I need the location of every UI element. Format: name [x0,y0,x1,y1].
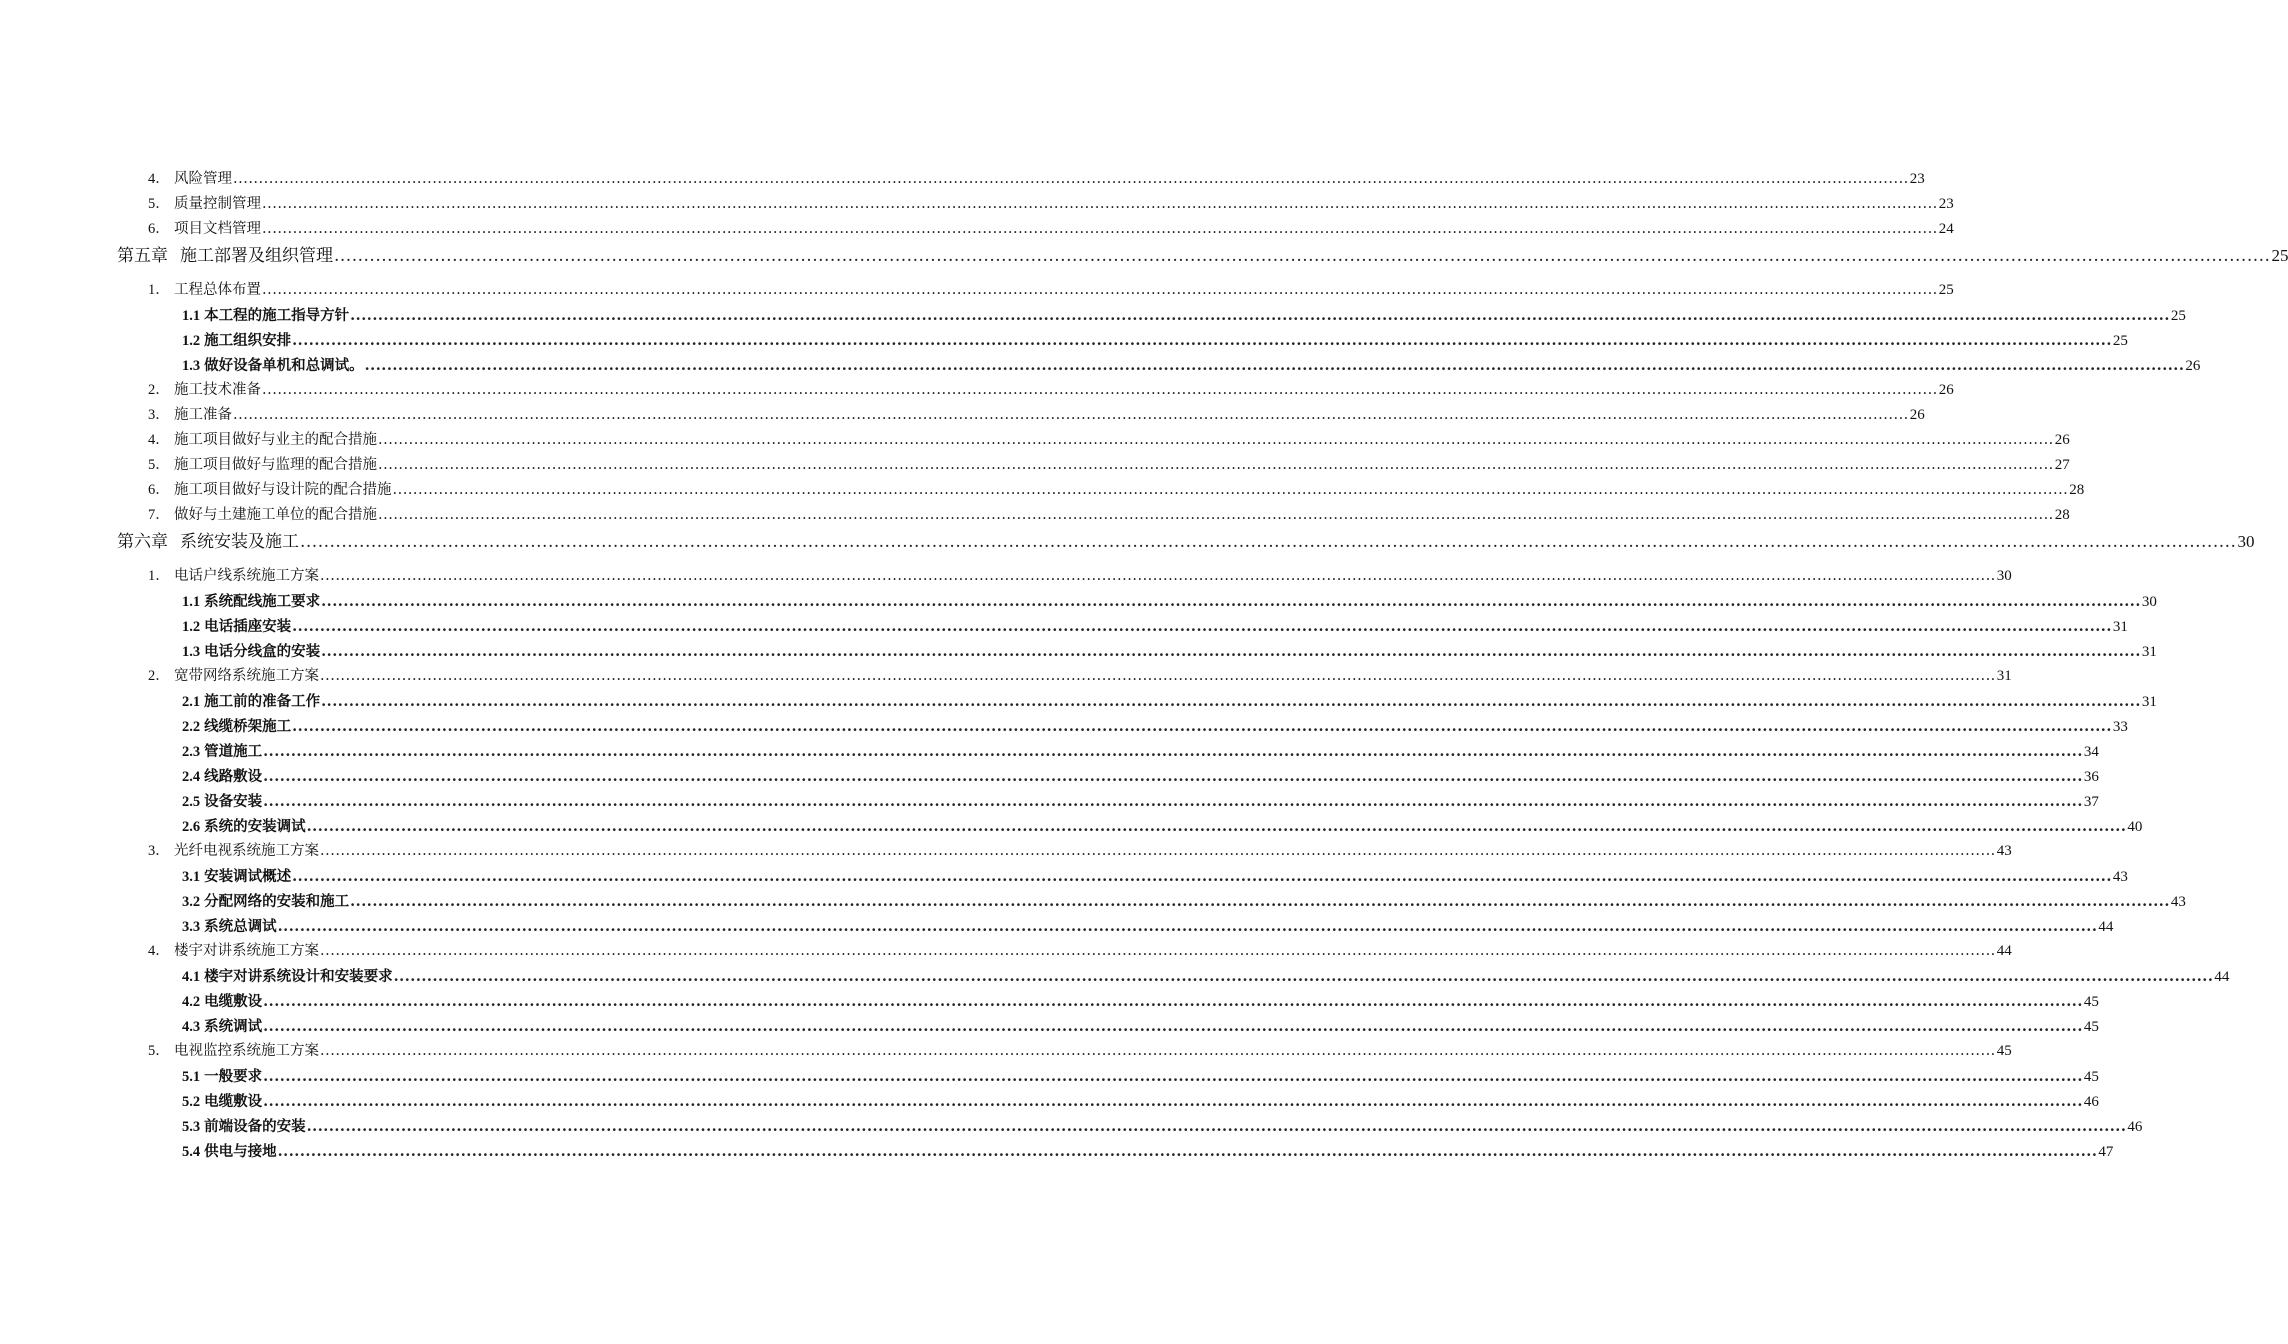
toc-page-number: 43 [2170,894,2186,910]
toc-page-number: 46 [2127,1119,2143,1135]
toc-section-entry[interactable] [0,217,1954,242]
toc-chapter-entry[interactable] [0,528,2255,564]
toc-dot-leader [233,403,1909,428]
toc-entry-number: 2． [148,668,170,684]
toc-page-number: 26 [2185,358,2201,374]
toc-entry-number: 7． [148,507,170,523]
toc-entry-title: 做好与土建施工单位的配合措施 [174,507,377,523]
toc-page-number: 25 [2112,333,2128,349]
toc-dot-leader [262,378,1938,403]
toc-entry-title: 电缆敷设 [204,1093,263,1110]
toc-section-entry[interactable] [0,478,2085,503]
toc-page-number: 30 [2141,594,2157,610]
toc-page-number: 28 [2054,507,2070,523]
toc-entry-title: 系统调试 [204,1018,263,1035]
toc-entry-title: 设备安装 [204,793,263,810]
toc-entry-number: 4.2 [182,994,201,1010]
toc-dot-leader [292,714,2112,739]
toc-subsection-entry[interactable] [0,353,2201,378]
toc-chapter-entry[interactable] [0,242,2288,278]
toc-subsection-entry[interactable] [0,814,2143,839]
toc-entry-title: 电话插座安装 [204,618,292,635]
toc-entry-title: 施工项目做好与设计院的配合措施 [174,482,392,498]
toc-section-entry[interactable] [0,1039,2012,1064]
toc-entry-number: 3． [148,407,170,423]
table-of-contents [0,167,2288,1164]
toc-page-number: 26 [2054,432,2070,448]
toc-page-number: 28 [2069,482,2085,498]
toc-dot-leader [321,639,2141,664]
toc-section-entry[interactable] [0,453,2070,478]
toc-entry-number: 5.4 [182,1144,201,1160]
toc-dot-leader [263,764,2083,789]
toc-entry-number: 5.2 [182,1094,201,1110]
toc-dot-leader [262,278,1938,303]
toc-section-entry[interactable] [0,278,1954,303]
toc-entry-number: 5.1 [182,1069,201,1085]
toc-entry-number: 1.2 [182,333,201,349]
toc-subsection-entry[interactable] [0,639,2157,664]
toc-entry-number: 4． [148,171,170,187]
toc-page-number: 34 [2083,744,2099,760]
toc-entry-title: 工程总体布置 [174,282,261,298]
toc-entry-title: 施工项目做好与业主的配合措施 [174,432,377,448]
toc-page-number: 45 [2083,1019,2099,1035]
toc-dot-leader [278,914,2098,939]
toc-page-number: 25 [1938,282,1954,298]
toc-subsection-entry[interactable] [0,714,2128,739]
toc-section-entry[interactable] [0,378,1954,403]
toc-entry-title: 前端设备的安装 [204,1118,306,1135]
toc-subsection-entry[interactable] [0,1089,2099,1114]
toc-entry-title: 施工部署及组织管理 [180,246,333,266]
toc-dot-leader [278,1139,2098,1164]
toc-section-entry[interactable] [0,839,2012,864]
toc-page-number: 23 [1938,196,1954,212]
toc-entry-title: 管道施工 [204,743,263,760]
toc-entry-title: 系统配线施工要求 [204,593,321,610]
toc-page-number: 45 [2083,1069,2099,1085]
toc-dot-leader [378,428,2054,453]
toc-dot-leader [307,1114,2127,1139]
toc-page-number: 23 [1909,171,1925,187]
toc-entry-title: 电视监控系统施工方案 [174,1043,319,1059]
toc-entry-title: 安装调试概述 [204,868,292,885]
toc-page-number: 31 [2112,619,2128,635]
toc-entry-title: 宽带网络系统施工方案 [174,668,319,684]
toc-entry-title: 一般要求 [204,1068,263,1085]
toc-entry-title: 供电与接地 [204,1143,277,1160]
toc-dot-leader [320,839,1996,864]
toc-entry-number: 2.1 [182,694,201,710]
toc-entry-number: 3.1 [182,869,201,885]
toc-subsection-entry[interactable] [0,589,2157,614]
toc-entry-title: 本工程的施工指导方针 [204,307,350,324]
toc-section-entry[interactable] [0,167,1925,192]
toc-dot-leader [300,528,2236,556]
toc-dot-leader [263,1014,2083,1039]
toc-entry-number: 1.1 [182,308,201,324]
toc-page-number: 26 [1909,407,1925,423]
toc-dot-leader [321,589,2141,614]
toc-entry-number: 2． [148,382,170,398]
toc-entry-title: 电话分线盒的安装 [204,643,321,660]
toc-section-entry[interactable] [0,564,2012,589]
toc-entry-title: 施工准备 [174,407,232,423]
toc-entry-number: 6． [148,221,170,237]
toc-dot-leader [263,739,2083,764]
toc-entry-number: 1.1 [182,594,201,610]
toc-entry-title: 做好设备单机和总调试。 [204,357,364,374]
toc-entry-number: 1.2 [182,619,201,635]
toc-dot-leader [365,353,2185,378]
toc-entry-number: 5． [148,1043,170,1059]
toc-dot-leader [262,192,1938,217]
toc-entry-number: 4． [148,943,170,959]
toc-dot-leader [334,242,2270,270]
toc-page-number: 43 [1996,843,2012,859]
toc-page-number: 30 [2237,532,2255,551]
toc-dot-leader [263,989,2083,1014]
toc-page-number: 45 [1996,1043,2012,1059]
toc-entry-number: 5． [148,457,170,473]
toc-page-number: 43 [2112,869,2128,885]
toc-subsection-entry[interactable] [0,303,2186,328]
toc-dot-leader [320,939,1996,964]
toc-page-number: 27 [2054,457,2070,473]
toc-page-number: 37 [2083,794,2099,810]
toc-entry-number: 1． [148,568,170,584]
toc-dot-leader [292,864,2112,889]
toc-entry-number: 2.6 [182,819,201,835]
toc-subsection-entry[interactable] [0,789,2099,814]
toc-entry-title: 施工项目做好与监理的配合措施 [174,457,377,473]
toc-page-number: 31 [2141,694,2157,710]
toc-entry-number: 2.2 [182,719,201,735]
toc-entry-number: 3.3 [182,919,201,935]
toc-subsection-entry[interactable] [0,689,2157,714]
toc-entry-number: 4.3 [182,1019,201,1035]
toc-page-number: 36 [2083,769,2099,785]
toc-subsection-entry[interactable] [0,739,2099,764]
toc-entry-number: 4.1 [182,969,201,985]
toc-entry-number: 2.4 [182,769,201,785]
toc-entry-number: 2.3 [182,744,201,760]
toc-page-number: 31 [1996,668,2012,684]
toc-entry-number: 1． [148,282,170,298]
toc-dot-leader [320,664,1996,689]
toc-entry-title: 系统总调试 [204,918,277,935]
toc-entry-title: 施工技术准备 [174,382,261,398]
toc-page-number: 44 [2098,919,2114,935]
toc-entry-title: 质量控制管理 [174,196,261,212]
toc-dot-leader [263,1064,2083,1089]
toc-subsection-entry[interactable] [0,889,2186,914]
toc-dot-leader [292,328,2112,353]
toc-page-number: 44 [1996,943,2012,959]
toc-section-entry[interactable] [0,403,1925,428]
toc-dot-leader [394,964,2214,989]
toc-section-entry[interactable] [0,503,2070,528]
toc-entry-number: 第六章 [117,532,168,552]
toc-page-number: 30 [1996,568,2012,584]
toc-entry-number: 5． [148,196,170,212]
toc-dot-leader [320,564,1996,589]
toc-subsection-entry[interactable] [0,964,2230,989]
toc-entry-title: 施工前的准备工作 [204,693,321,710]
toc-entry-number: 2.5 [182,794,201,810]
toc-entry-number: 5.3 [182,1119,201,1135]
toc-dot-leader [321,689,2141,714]
toc-dot-leader [378,453,2054,478]
toc-page-number: 44 [2214,969,2230,985]
toc-entry-title: 楼宇对讲系统施工方案 [174,943,319,959]
toc-subsection-entry[interactable] [0,989,2099,1014]
toc-section-entry[interactable] [0,428,2070,453]
toc-entry-title: 电话户线系统施工方案 [174,568,319,584]
toc-dot-leader [262,217,1938,242]
toc-page-number: 24 [1938,221,1954,237]
toc-entry-number: 1.3 [182,358,201,374]
toc-subsection-entry[interactable] [0,864,2128,889]
toc-page-number: 40 [2127,819,2143,835]
toc-dot-leader [292,614,2112,639]
toc-entry-number: 3.2 [182,894,201,910]
toc-page-number: 26 [1938,382,1954,398]
toc-entry-number: 第五章 [117,246,168,266]
toc-dot-leader [378,503,2054,528]
toc-entry-title: 分配网络的安装和施工 [204,893,350,910]
toc-page-number: 31 [2141,644,2157,660]
toc-subsection-entry[interactable] [0,614,2128,639]
toc-entry-title: 线缆桥架施工 [204,718,292,735]
toc-dot-leader [233,167,1909,192]
toc-entry-number: 1.3 [182,644,201,660]
toc-subsection-entry[interactable] [0,764,2099,789]
toc-page-number: 45 [2083,994,2099,1010]
toc-page-number: 33 [2112,719,2128,735]
toc-subsection-entry[interactable] [0,1014,2099,1039]
toc-entry-title: 系统安装及施工 [180,532,299,552]
toc-entry-title: 光纤电视系统施工方案 [174,843,319,859]
toc-dot-leader [307,814,2127,839]
toc-entry-title: 项目文档管理 [174,221,261,237]
toc-entry-title: 施工组织安排 [204,332,292,349]
toc-dot-leader [350,889,2170,914]
toc-section-entry[interactable] [0,664,2012,689]
toc-page-number: 25 [2170,308,2186,324]
toc-dot-leader [263,789,2083,814]
toc-dot-leader [350,303,2170,328]
toc-section-entry[interactable] [0,192,1954,217]
toc-entry-number: 6． [148,482,170,498]
toc-entry-title: 电缆敷设 [204,993,263,1010]
toc-subsection-entry[interactable] [0,1139,2114,1164]
toc-subsection-entry[interactable] [0,328,2128,353]
toc-entry-number: 3． [148,843,170,859]
toc-page-number: 46 [2083,1094,2099,1110]
toc-subsection-entry[interactable] [0,1064,2099,1089]
toc-subsection-entry[interactable] [0,1114,2143,1139]
toc-dot-leader [320,1039,1996,1064]
toc-entry-title: 系统的安装调试 [204,818,306,835]
toc-dot-leader [263,1089,2083,1114]
toc-entry-title: 风险管理 [174,171,232,187]
toc-entry-title: 楼宇对讲系统设计和安装要求 [204,968,393,985]
toc-page-number: 25 [2271,246,2288,265]
toc-page-number: 47 [2098,1144,2114,1160]
toc-subsection-entry[interactable] [0,914,2114,939]
toc-section-entry[interactable] [0,939,2012,964]
toc-entry-title: 线路敷设 [204,768,263,785]
toc-dot-leader [393,478,2069,503]
toc-entry-number: 4． [148,432,170,448]
